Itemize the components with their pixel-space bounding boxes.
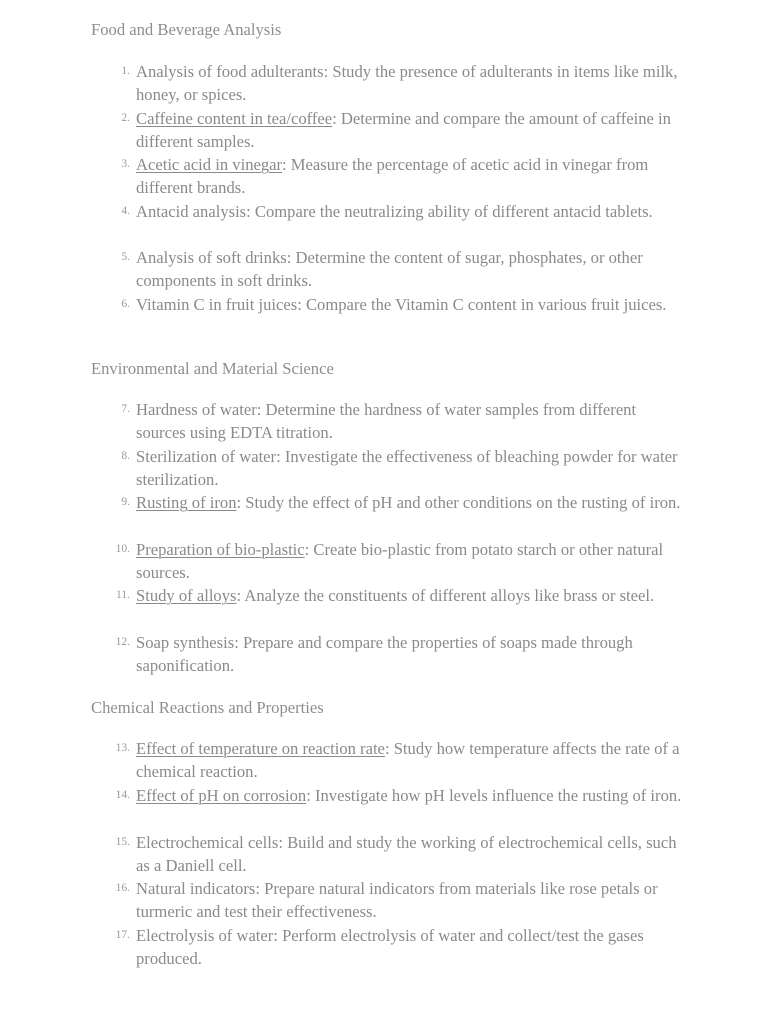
topic-description: : Prepare and compare the properties of soaps made through saponification. [136,633,633,676]
topic-link[interactable]: Effect of pH on corrosion [136,786,307,805]
topic-description: : Prepare natural indicators from materials like rose petals or turmeric and test their effectiveness. [136,879,658,922]
list-number: 15. [115,836,130,848]
list-item-text [136,60,684,107]
list-number: 8. [121,450,130,462]
topic-label: Natural indicators [136,879,256,898]
list-number: 11. [116,589,130,601]
list-number: 2. [121,112,130,124]
topic-link[interactable]: Effect of temperature on reaction rate [136,739,385,758]
topic-description: : Determine and compare the amount of caffeine in different samples. [136,109,671,152]
list-item-text [136,737,684,784]
topic-label: Vitamin C in fruit juices [136,295,298,314]
topic-description: : Investigate the effectiveness of bleaching powder for water sterilization. [136,447,678,490]
list-item-text [136,924,684,971]
topic-label: Analysis of soft drinks [136,248,287,267]
list-number: 7. [121,403,130,415]
topic-description: : Determine the hardness of water samples from different sources using EDTA titration. [136,400,637,443]
topic-description: : Study the presence of adulterants in items like milk, honey, or spices. [136,62,678,105]
list-item-text [136,784,684,807]
topic-label: Sterilization of water [136,447,277,466]
list-number: 10. [115,543,130,555]
list-item-text [136,398,684,445]
list-number: 14. [115,789,130,801]
section-heading-chemical-reactions: Chemical Reactions and Properties [91,698,324,717]
topic-label: Electrochemical cells [136,833,279,852]
list-item-text [136,538,684,585]
topic-label: Antacid analysis [136,202,247,221]
topic-link[interactable]: Rusting of iron [136,493,237,512]
list-number: 3. [121,158,130,170]
list-item-text [136,246,684,293]
topic-description: : Perform electrolysis of water and collect/test the gases produced. [136,926,644,969]
topic-description: : Determine the content of sugar, phosphates, or other components in soft drinks. [136,248,643,291]
list-item-text [136,877,684,924]
topic-description: : Measure the percentage of acetic acid in vinegar from different brands. [136,155,649,198]
list-number: 9. [121,496,130,508]
section-heading-environmental-material: Environmental and Material Science [91,359,334,378]
topic-description: : Compare the Vitamin C content in various fruit juices. [297,295,667,314]
topic-description: : Investigate how pH levels influence the rusting of iron. [306,786,682,805]
list-number: 17. [115,929,130,941]
topic-description: : Study the effect of pH and other conditions on the rusting of iron. [236,493,681,512]
list-number: 4. [121,205,130,217]
list-item-text [136,491,684,514]
list-number: 12. [115,636,130,648]
topic-label: Hardness of water [136,400,257,419]
topic-label: Electrolysis of water [136,926,274,945]
list-item-text [136,293,684,316]
list-item-text [136,200,684,223]
topic-link[interactable]: Acetic acid in vinegar [136,155,283,174]
topic-label: Analysis of food adulterants [136,62,324,81]
topic-description: : Compare the neutralizing ability of different antacid tablets. [246,202,653,221]
list-number: 16. [115,882,130,894]
section-heading-food-beverage: Food and Beverage Analysis [91,20,282,39]
topic-description: : Build and study the working of electrochemical cells, such as a Daniell cell. [136,833,677,876]
topic-label: Soap synthesis [136,633,235,652]
list-item-text [136,445,684,492]
list-number: 1. [121,65,130,77]
list-number: 13. [115,742,130,754]
list-item-text [136,153,684,200]
list-number: 6. [121,298,130,310]
topic-link[interactable]: Study of alloys [136,586,237,605]
topic-description: : Analyze the constituents of different alloys like brass or steel. [236,586,655,605]
list-item-text [136,631,684,678]
topic-link[interactable]: Preparation of bio-plastic [136,540,305,559]
list-item-text [136,107,684,154]
topic-description: : Study how temperature affects the rate of a chemical reaction. [136,739,680,782]
list-number: 5. [121,251,130,263]
list-item-text [136,831,684,878]
list-item-text [136,584,684,607]
topic-description: : Create bio-plastic from potato starch or other natural sources. [136,540,664,583]
topic-link[interactable]: Caffeine content in tea/coffee [136,109,333,128]
